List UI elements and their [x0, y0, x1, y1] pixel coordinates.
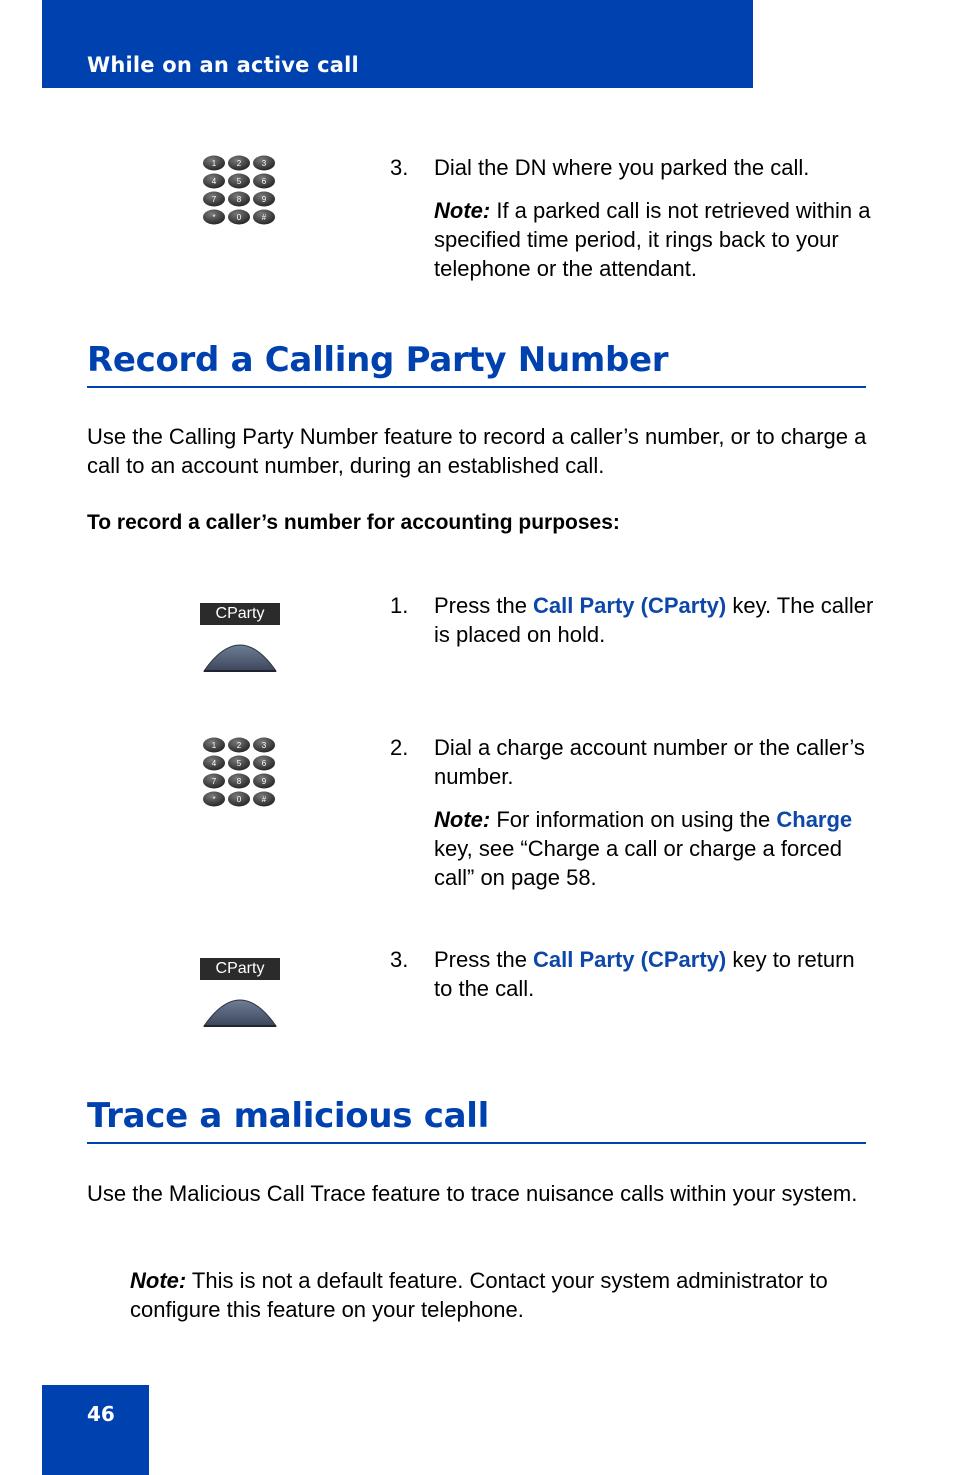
dialpad-key — [253, 174, 275, 189]
dialpad-key-label: 8 — [236, 195, 242, 204]
dialpad-key — [203, 774, 225, 789]
step-text — [434, 591, 874, 649]
note — [130, 1266, 875, 1324]
dialpad-key-label: 4 — [211, 177, 217, 186]
dialpad-key — [253, 738, 275, 753]
dialpad-key-label: 3 — [261, 741, 267, 750]
dialpad-key — [203, 174, 225, 189]
dialpad-key — [253, 792, 275, 807]
header-title: While on an active call — [87, 53, 359, 77]
dialpad-key — [203, 210, 225, 225]
cparty-softkey — [198, 958, 282, 1030]
dialpad-key-label: 3 — [261, 159, 267, 168]
dialpad-icon — [202, 737, 276, 807]
dialpad-key-label: 0 — [236, 213, 242, 222]
dialpad-key — [253, 210, 275, 225]
step-text-post: key to return to the call. — [434, 947, 855, 1001]
key-name-charge: Charge — [776, 807, 853, 832]
note — [434, 805, 874, 892]
step-number: 2. — [390, 735, 409, 760]
dialpad-key — [203, 738, 225, 753]
key-name-cparty: Call Party (CParty) — [533, 593, 727, 618]
dialpad-key — [253, 756, 275, 771]
dialpad-key — [253, 774, 275, 789]
header-bar — [42, 0, 753, 88]
step-text: Dial a charge account number or the caller’s number. — [434, 735, 865, 789]
step-text — [434, 945, 874, 1003]
dialpad-key-label: 1 — [211, 159, 217, 168]
step-number: 3. — [390, 947, 409, 972]
dialpad-key-label: 4 — [211, 759, 217, 768]
dialpad-key — [253, 156, 275, 171]
dialpad-key-label: 2 — [236, 159, 242, 168]
dialpad-key — [203, 756, 225, 771]
dialpad-key-label: * — [212, 795, 216, 804]
step-number: 3. — [390, 155, 409, 180]
key-name-cparty: Call Party (CParty) — [533, 947, 727, 972]
dialpad-key-label: # — [261, 795, 267, 804]
dialpad-key — [253, 192, 275, 207]
section-rule — [87, 1142, 866, 1144]
step-number: 1. — [390, 593, 409, 618]
softkey-button-icon — [198, 986, 282, 1030]
dialpad-key-label: 7 — [211, 195, 217, 204]
note-label: Note: — [434, 807, 491, 832]
dialpad-key — [228, 156, 250, 171]
softkey-label: CParty — [200, 958, 280, 980]
note-label: Note: — [434, 198, 491, 223]
page-number: 46 — [87, 1402, 115, 1426]
dialpad-key-label: # — [261, 213, 267, 222]
dialpad-key — [228, 756, 250, 771]
dialpad-key-label: 1 — [211, 741, 217, 750]
note-label: Note: — [130, 1268, 187, 1293]
step-text-post: key. The caller is placed on hold. — [434, 593, 874, 647]
dialpad-key-label: 9 — [261, 195, 267, 204]
note-body: This is not a default feature. Contact your system administrator to configure this feature on your telephone. — [130, 1268, 828, 1322]
dialpad-key-label: 0 — [236, 795, 242, 804]
step-text-pre: Press the — [434, 593, 534, 618]
dialpad-key — [228, 174, 250, 189]
section-title-trace-malicious-call: Trace a malicious call — [87, 1096, 489, 1136]
section-title-record-calling-party: Record a Calling Party Number — [87, 340, 669, 380]
page-number-box — [42, 1385, 149, 1475]
procedure-heading: To record a caller’s number for accounting purposes: — [87, 511, 620, 534]
dialpad-key-label: 5 — [236, 759, 242, 768]
note-body-pre: For information on using the — [490, 807, 777, 832]
section-intro: Use the Calling Party Number feature to record a caller’s number, or to charge a call to an account number, during an established call. — [87, 424, 867, 478]
dialpad-key-label: 7 — [211, 777, 217, 786]
dialpad-key — [228, 192, 250, 207]
dialpad-icon — [202, 155, 276, 225]
dialpad-key-label: * — [212, 213, 216, 222]
note-body: If a parked call is not retrieved within a specified time period, it rings back to your telephone or the attendant. — [434, 198, 871, 281]
section-rule — [87, 386, 866, 388]
dialpad-keys — [202, 737, 276, 807]
cparty-softkey — [198, 603, 282, 675]
dialpad-key-label: 8 — [236, 777, 242, 786]
dialpad-key-label: 6 — [261, 759, 267, 768]
step-text: Dial the DN where you parked the call. — [434, 155, 810, 180]
dialpad-key — [228, 774, 250, 789]
dialpad-key — [228, 210, 250, 225]
note-body-post: key, see “Charge a call or charge a forced call” on page 58. — [434, 836, 843, 890]
dialpad-key-label: 5 — [236, 177, 242, 186]
dialpad-key-label: 6 — [261, 177, 267, 186]
dialpad-key — [203, 192, 225, 207]
dialpad-key — [228, 738, 250, 753]
dialpad-keys — [202, 155, 276, 225]
step-text-pre: Press the — [434, 947, 534, 972]
dialpad-key — [203, 156, 225, 171]
dialpad-key — [228, 792, 250, 807]
softkey-button-icon — [198, 631, 282, 675]
section-intro: Use the Malicious Call Trace feature to trace nuisance calls within your system. — [87, 1181, 858, 1206]
dialpad-key-label: 2 — [236, 741, 242, 750]
dialpad-key-label: 9 — [261, 777, 267, 786]
softkey-label: CParty — [200, 603, 280, 625]
dialpad-key — [203, 792, 225, 807]
note — [434, 196, 874, 283]
